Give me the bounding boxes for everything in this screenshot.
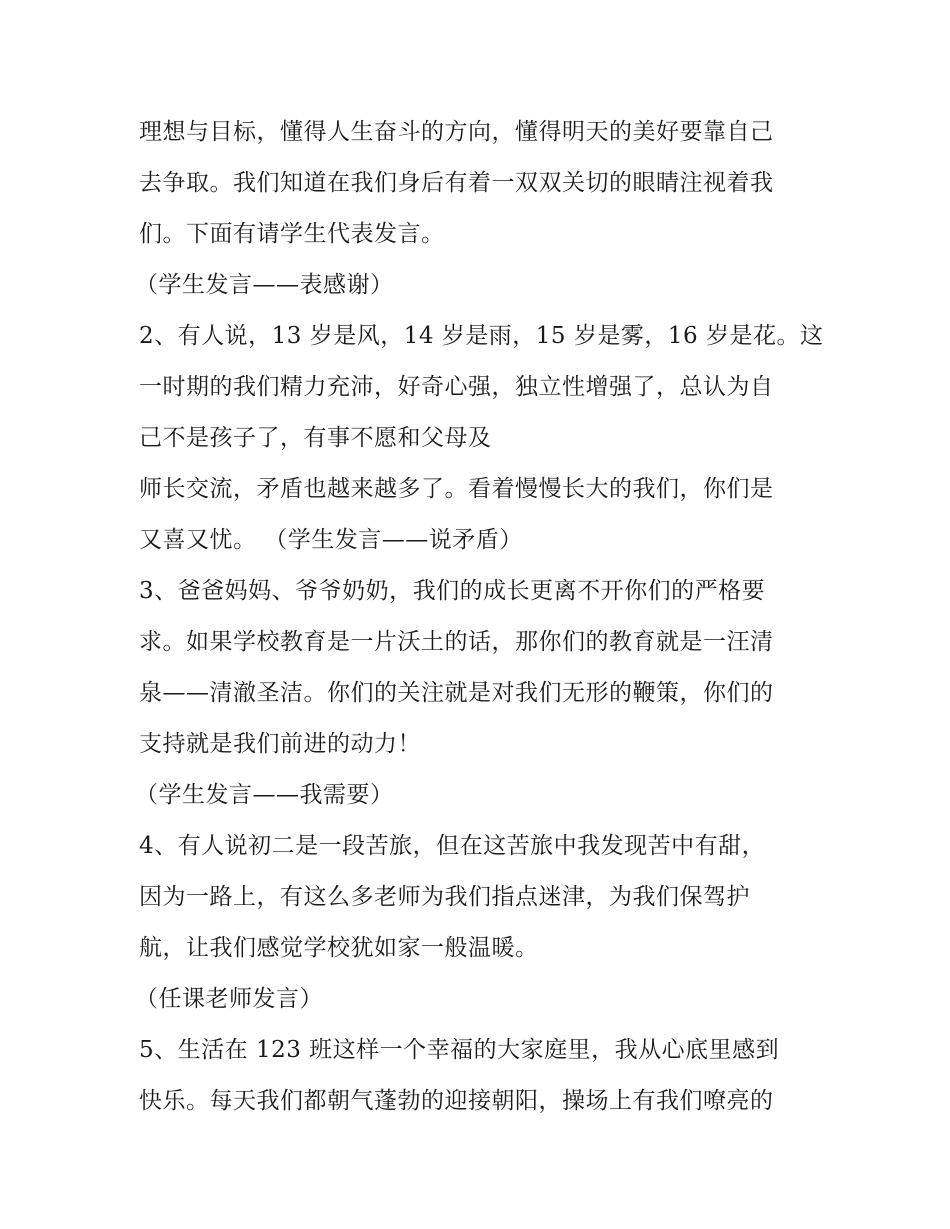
text-line: 快乐。每天我们都朝气蓬勃的迎接朝阳，操场上有我们嘹亮的 bbox=[139, 1088, 774, 1114]
text-line: 们。下面有请学生代表发言。 bbox=[139, 221, 445, 247]
text-line: 5、生活在 123 班这样一个幸福的大家庭里，我从心底里感到 bbox=[139, 1037, 780, 1063]
document-body bbox=[135, 107, 824, 1127]
text-line: 4、有人说初二是一段苦旅，但在这苦旅中我发现苦中有甜， bbox=[139, 833, 766, 859]
text-line: 泉——清澈圣洁。你们的关注就是对我们无形的鞭策，你们的 bbox=[139, 680, 774, 706]
text-line: 理想与目标，懂得人生奋斗的方向，懂得明天的美好要靠自己 bbox=[139, 119, 774, 145]
text-line: 求。如果学校教育是一片沃土的话，那你们的教育就是一汪清 bbox=[139, 629, 774, 655]
text-line: 2、有人说，13 岁是风，14 岁是雨，15 岁是雾，16 岁是花。这 bbox=[139, 323, 824, 349]
text-line: 一时期的我们精力充沛，好奇心强，独立性增强了，总认为自 bbox=[139, 374, 774, 400]
text-line: 己不是孩子了，有事不愿和父母及 bbox=[139, 425, 492, 451]
text-line: （任课老师发言） bbox=[135, 986, 323, 1012]
text-line: 3、爸爸妈妈、爷爷奶奶，我们的成长更离不开你们的严格要 bbox=[139, 578, 766, 604]
text-line: （学生发言——我需要） bbox=[135, 782, 394, 808]
text-line: 师长交流，矛盾也越来越多了。看着慢慢长大的我们，你们是 bbox=[139, 476, 774, 502]
text-line: 去争取。我们知道在我们身后有着一双双关切的眼睛注视着我 bbox=[139, 170, 774, 196]
text-line: 又喜又忧。 （学生发言——说矛盾） bbox=[139, 527, 523, 553]
text-line: 支持就是我们前进的动力！ bbox=[139, 731, 421, 757]
text-line: （学生发言——表感谢） bbox=[135, 272, 394, 298]
text-line: 航，让我们感觉学校犹如家一般温暖。 bbox=[139, 935, 539, 961]
text-line: 因为一路上，有这么多老师为我们指点迷津，为我们保驾护 bbox=[139, 884, 750, 910]
